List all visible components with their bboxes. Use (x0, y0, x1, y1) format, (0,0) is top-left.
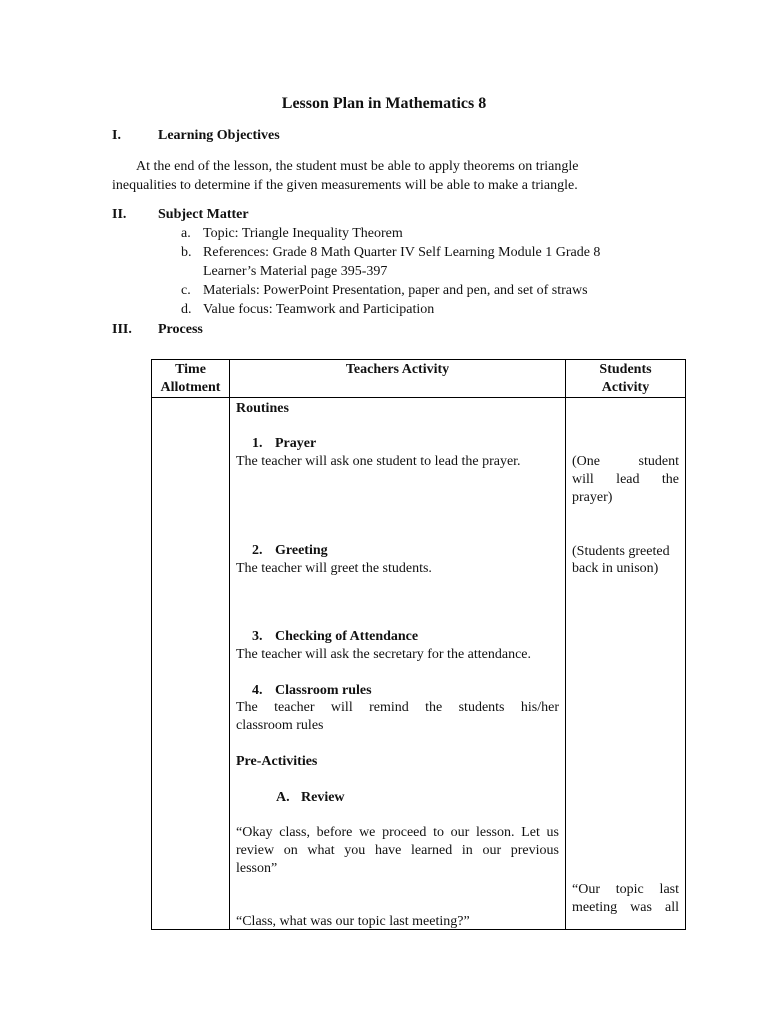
page-title: Lesson Plan in Mathematics 8 (281, 95, 487, 112)
student-greet-line1: (Students greeted (572, 544, 670, 559)
greeting-number: 2. (252, 543, 263, 558)
subject-item-letter: b. (181, 245, 192, 260)
pre-activities-heading: Pre-Activities (236, 754, 318, 769)
attendance-number: 3. (252, 629, 263, 644)
objectives-line-1: At the end of the lesson, the student must be able to apply theorems on triangle (136, 159, 579, 174)
table-header-row (152, 360, 686, 398)
greeting-text: The teacher will greet the students. (236, 561, 432, 576)
students-activity-cell (566, 398, 686, 930)
section-number-3: III. (112, 322, 132, 337)
header-teachers-activity (230, 360, 566, 398)
section-number-1: I. (112, 128, 121, 143)
subject-item-letter: d. (181, 302, 192, 317)
prayer-heading: Prayer (275, 436, 317, 451)
teachers-activity-cell (230, 398, 566, 930)
header-teacher-label: Teachers Activity (345, 362, 450, 377)
attendance-text: The teacher will ask the secretary for the attendance. (236, 647, 532, 662)
student-prayer-line3: prayer) (572, 490, 613, 505)
table-row (152, 398, 686, 930)
student-topic-line1: “Our topic last (572, 882, 679, 897)
attendance-heading: Checking of Attendance (275, 629, 419, 644)
student-prayer-line1: (One student (572, 454, 679, 469)
routines-heading: Routines (236, 401, 289, 416)
topic-question: “Class, what was our topic last meeting?” (236, 914, 470, 929)
review-heading: Review (301, 790, 345, 805)
section-number-2: II. (112, 207, 127, 222)
prayer-number: 1. (252, 436, 263, 451)
objectives-line-2: inequalities to determine if the given measurements will be able to make a triangle. (112, 178, 578, 193)
student-topic-line2: meeting was all (572, 900, 679, 915)
subject-item-letter: a. (181, 226, 191, 241)
subject-item-references-cont: Learner’s Material page 395-397 (203, 264, 388, 279)
rules-number: 4. (252, 683, 263, 698)
header-time-line2: Allotment (160, 380, 221, 395)
time-allotment-cell (152, 398, 230, 930)
header-time-allotment (152, 360, 230, 398)
student-prayer-line2: will lead the (572, 472, 679, 487)
greeting-heading: Greeting (275, 543, 328, 558)
subject-item-topic: Topic: Triangle Inequality Theorem (203, 226, 403, 241)
review-quote-line3: lesson” (236, 861, 278, 876)
section-heading-subject-matter: Subject Matter (158, 207, 249, 222)
section-heading-objectives: Learning Objectives (158, 128, 280, 143)
header-time-line1: Time (175, 362, 206, 377)
student-greet-line2: back in unison) (572, 561, 659, 576)
subject-item-materials: Materials: PowerPoint Presentation, paper and pen, and set of straws (203, 283, 588, 298)
review-letter: A. (276, 790, 290, 805)
rules-text-line1: The teacher will remind the students his/her (236, 700, 559, 715)
section-heading-process: Process (158, 322, 203, 337)
subject-item-references: References: Grade 8 Math Quarter IV Self Learning Module 1 Grade 8 (203, 245, 601, 260)
header-students-activity (566, 360, 686, 398)
review-quote-line1: “Okay class, before we proceed to our lesson. Let us (236, 825, 559, 840)
rules-heading: Classroom rules (275, 683, 372, 698)
header-student-line2: Activity (601, 380, 650, 395)
header-student-line1: Students (599, 362, 652, 377)
process-table (151, 359, 686, 930)
review-quote-line2: review on what you have learned in our previous (236, 843, 559, 858)
rules-text-line2: classroom rules (236, 718, 324, 733)
subject-item-letter: c. (181, 283, 191, 298)
subject-item-value-focus: Value focus: Teamwork and Participation (203, 302, 435, 317)
prayer-text: The teacher will ask one student to lead the prayer. (236, 454, 521, 469)
